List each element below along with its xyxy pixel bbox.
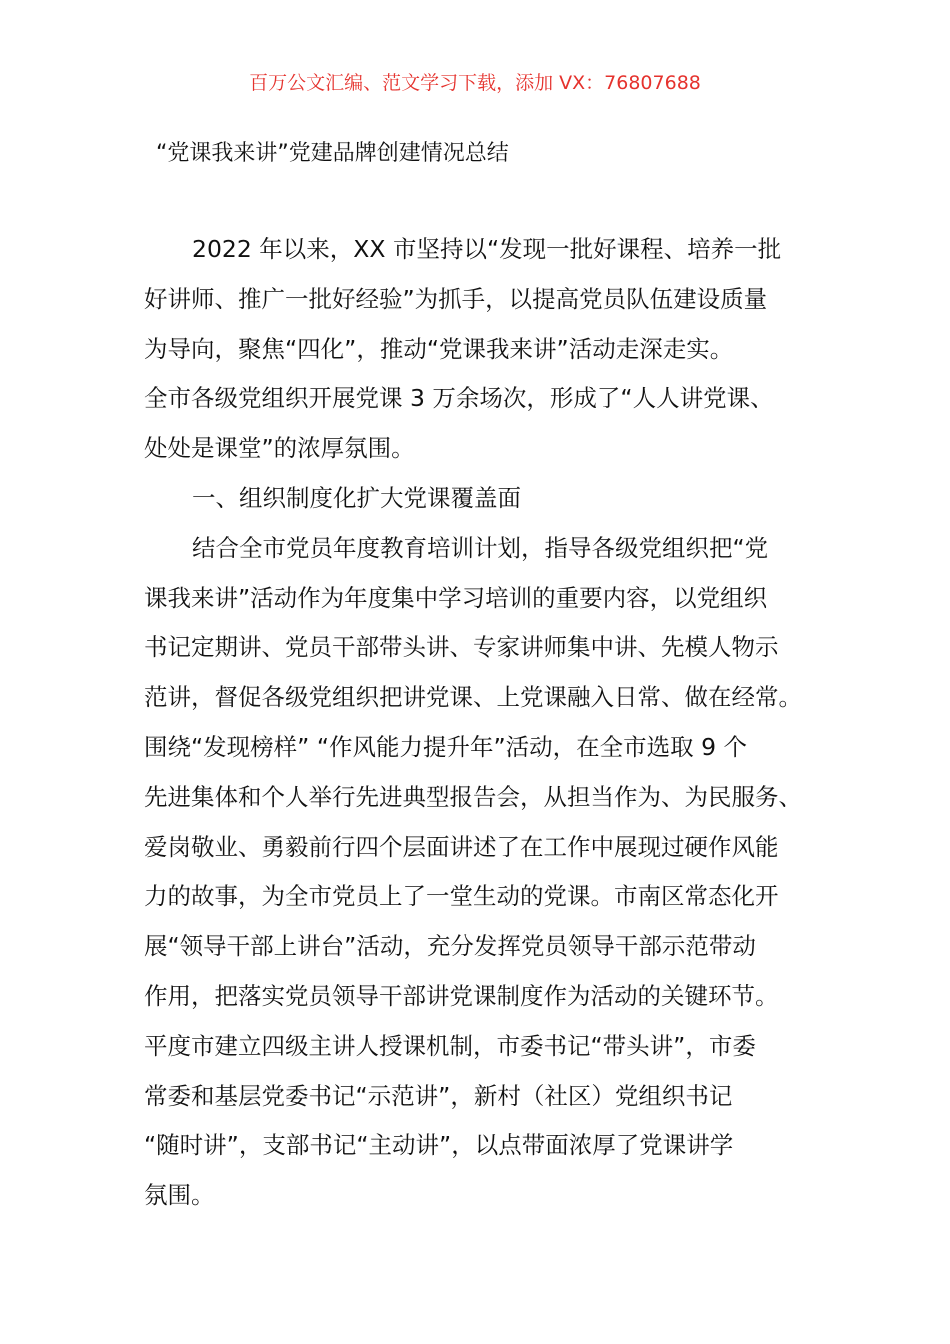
text-line: 常委和基层党委书记“示范讲”，新村（社区）党组织书记 xyxy=(144,1081,733,1110)
text-line: 处处是课堂”的浓厚氛围。 xyxy=(144,434,415,463)
watermark-header: 百万公文汇编、范文学习下载，添加 VX：76807688 xyxy=(249,72,701,94)
text-line: 氛围。 xyxy=(144,1181,215,1210)
text-line: 好讲师、推广一批好经验”为抓手，以提高党员队伍建设质量 xyxy=(144,284,768,313)
text-line: 爱岗敬业、勇毅前行四个层面讲述了在工作中展现过硬作风能 xyxy=(144,832,779,861)
text-line: “随时讲”，支部书记“主动讲”，以点带面浓厚了党课讲学 xyxy=(144,1131,734,1160)
text-line: 作用，把落实党员领导干部讲党课制度作为活动的关键环节。 xyxy=(144,981,779,1010)
text-line: 2022 年以来，XX 市坚持以“发现一批好课程、培养一批 xyxy=(192,235,782,263)
text-line: 先进集体和个人举行先进典型报告会，从担当作为、为民服务、 xyxy=(144,782,802,811)
text-line: 范讲，督促各级党组织把讲党课、上党课融入日常、做在经常。 xyxy=(144,683,802,712)
text-line: 课我来讲”活动作为年度集中学习培训的重要内容，以党组织 xyxy=(144,583,768,612)
document-body xyxy=(144,225,844,1221)
text-line: 围绕“发现榜样” “作风能力提升年”活动，在全市选取 9 个 xyxy=(144,732,748,761)
text-line: 结合全市党员年度教育培训计划，指导各级党组织把“党 xyxy=(192,533,769,562)
text-line: 展“领导干部上讲台”活动，充分发挥党员领导干部示范带动 xyxy=(144,932,756,961)
text-line: 一、组织制度化扩大党课覆盖面 xyxy=(192,483,521,512)
document-title: “党课我来讲”党建品牌创建情况总结 xyxy=(156,141,509,166)
text-line: 书记定期讲、党员干部带头讲、专家讲师集中讲、先模人物示 xyxy=(144,633,779,662)
text-line: 为导向，聚焦“四化”，推动“党课我来讲”活动走深走实。 xyxy=(144,334,734,363)
text-line: 平度市建立四级主讲人授课机制，市委书记“带头讲”，市委 xyxy=(144,1031,756,1060)
text-line: 全市各级党组织开展党课 3 万余场次，形成了“人人讲党课、 xyxy=(144,384,774,413)
text-line: 力的故事，为全市党员上了一堂生动的党课。市南区常态化开 xyxy=(144,882,779,911)
